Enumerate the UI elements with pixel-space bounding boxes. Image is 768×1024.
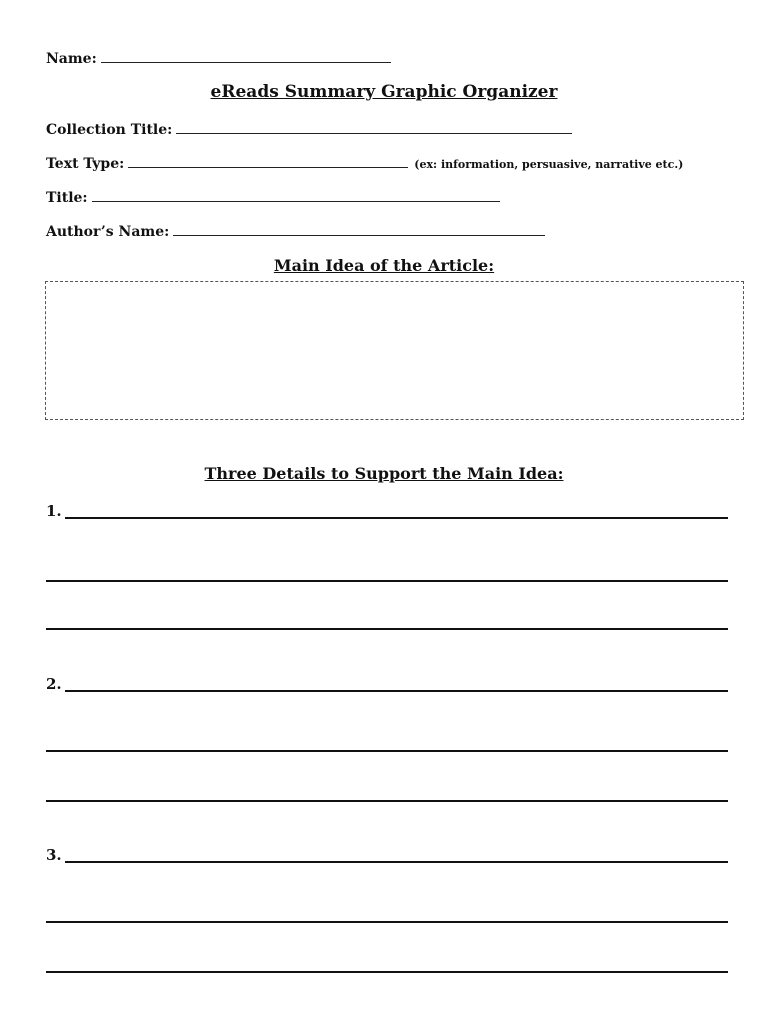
detail-3-number: 3. <box>46 846 65 864</box>
text-type-row <box>46 155 683 172</box>
detail-2-line-1[interactable] <box>46 690 728 692</box>
detail-3-line-1[interactable] <box>46 861 728 863</box>
detail-1-line-2[interactable] <box>46 580 728 582</box>
detail-1-number: 1. <box>46 502 65 520</box>
text-type-note: (ex: information, persuasive, narrative etc.) <box>414 158 684 171</box>
title-row <box>46 189 500 206</box>
detail-2-line-3[interactable] <box>46 800 728 802</box>
detail-3-line-2[interactable] <box>46 921 728 923</box>
author-blank[interactable] <box>173 223 545 236</box>
title-blank[interactable] <box>92 189 500 202</box>
details-heading: Three Details to Support the Main Idea: <box>204 464 564 483</box>
main-idea-heading: Main Idea of the Article: <box>273 256 495 275</box>
title-label: Title: <box>46 190 88 206</box>
collection-title-label: Collection Title: <box>46 122 173 138</box>
detail-2-number: 2. <box>46 675 65 693</box>
text-type-label: Text Type: <box>46 156 125 172</box>
name-label: Name: <box>46 51 97 67</box>
worksheet-title: eReads Summary Graphic Organizer <box>210 82 558 102</box>
text-type-blank[interactable] <box>128 155 408 168</box>
name-row <box>46 50 391 67</box>
detail-1-line-3[interactable] <box>46 628 728 630</box>
main-idea-box[interactable] <box>45 281 744 420</box>
author-label: Author’s Name: <box>46 224 170 240</box>
detail-2-line-2[interactable] <box>46 750 728 752</box>
collection-title-row <box>46 121 572 138</box>
collection-title-blank[interactable] <box>176 121 572 134</box>
detail-3-line-3[interactable] <box>46 971 728 973</box>
name-blank[interactable] <box>101 50 391 63</box>
author-row <box>46 223 545 240</box>
detail-1-line-1[interactable] <box>46 517 728 519</box>
